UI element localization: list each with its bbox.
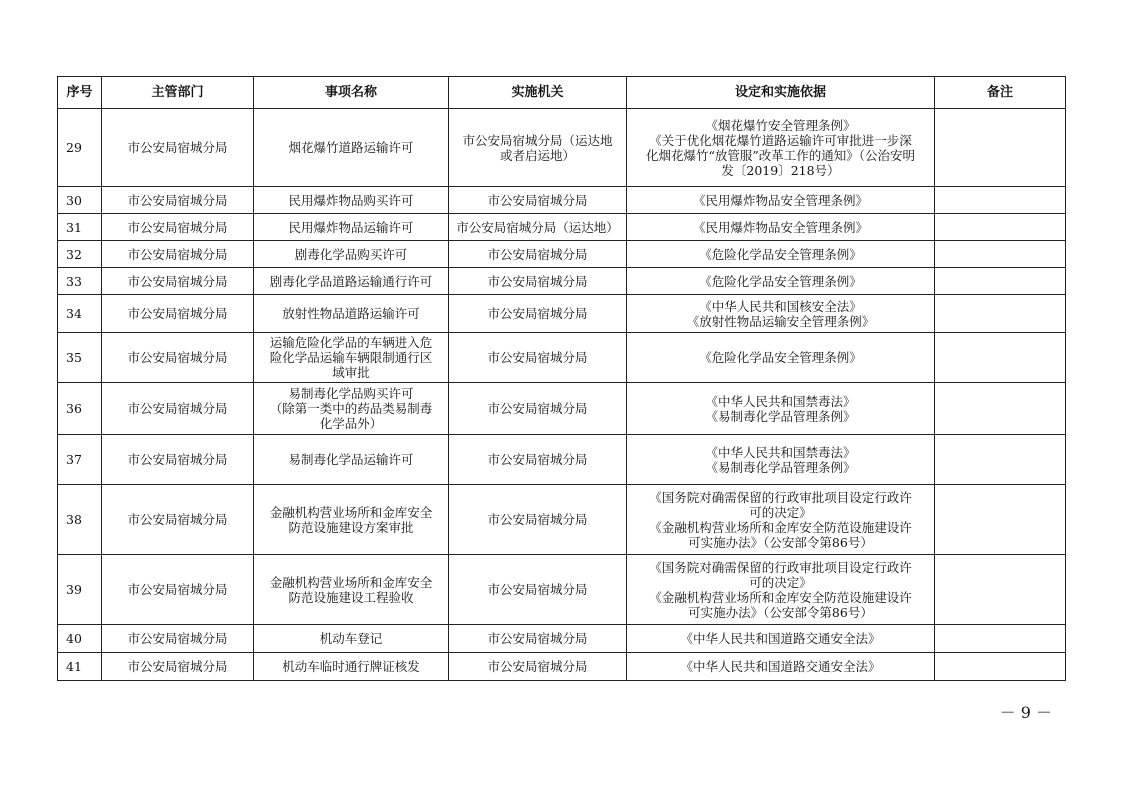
- cell-item-line: 机动车登记: [319, 631, 383, 646]
- cell-item: [254, 555, 449, 625]
- cell-item: [254, 268, 449, 295]
- cell-basis: [627, 333, 935, 383]
- cell-note: [935, 625, 1066, 653]
- cell-item-line: 民用爆炸物品运输许可: [288, 219, 414, 235]
- cell-note: [935, 109, 1066, 187]
- cell-agency: [449, 625, 627, 653]
- table-row: [58, 625, 1066, 653]
- cell-basis-line: 《危险化学品安全管理条例》: [699, 350, 862, 365]
- cell-no: 33: [58, 268, 102, 295]
- cell-basis-line: 《中华人民共和国禁毒法》: [705, 393, 856, 409]
- cell-basis-line: 《易制毒化学品管理条例》: [705, 408, 856, 424]
- cell-no: 38: [58, 485, 102, 555]
- cell-item-line: 剧毒化学品道路运输通行许可: [269, 273, 433, 289]
- cell-no: 39: [58, 555, 102, 625]
- cell-agency-line: 市公安局宿城分局: [487, 401, 588, 416]
- cell-item-line: 运输危险化学品的车辆进入危: [269, 335, 433, 350]
- cell-item: [254, 485, 449, 555]
- cell-note: [935, 383, 1066, 435]
- cell-basis-line: 《烟花爆竹安全管理条例》: [705, 117, 856, 133]
- cell-item-line: 剧毒化学品购买许可: [294, 246, 408, 262]
- cell-agency: [449, 333, 627, 383]
- cell-agency: [449, 435, 627, 485]
- cell-item-line: 金融机构营业场所和金库安全: [269, 574, 433, 590]
- cell-item: [254, 109, 449, 187]
- cell-agency: [449, 268, 627, 295]
- cell-basis-line: 《国务院对确需保留的行政审批项目设定行政许: [649, 489, 912, 505]
- cell-dept: 市公安局宿城分局: [102, 214, 254, 241]
- cell-agency: [449, 109, 627, 187]
- permit-table: [57, 76, 1066, 681]
- cell-dept: 市公安局宿城分局: [102, 241, 254, 268]
- cell-basis-line: 《金融机构营业场所和金库安全防范设施建设许: [649, 589, 912, 605]
- header-note: 备注: [935, 77, 1066, 109]
- cell-agency: [449, 555, 627, 625]
- cell-basis-line: 《中华人民共和国道路交通安全法》: [680, 659, 881, 674]
- table-row: [58, 187, 1066, 214]
- cell-agency: [449, 187, 627, 214]
- cell-item-line: 烟花爆竹道路运输许可: [288, 140, 414, 155]
- cell-note: [935, 268, 1066, 295]
- cell-no: 29: [58, 109, 102, 187]
- cell-agency-line: 市公安局宿城分局: [487, 659, 588, 674]
- cell-agency-line: 市公安局宿城分局: [487, 631, 588, 646]
- cell-no: 31: [58, 214, 102, 241]
- cell-basis: [627, 295, 935, 333]
- cell-no: 30: [58, 187, 102, 214]
- cell-basis-line: 《中华人民共和国道路交通安全法》: [680, 631, 881, 646]
- cell-dept: 市公安局宿城分局: [102, 268, 254, 295]
- cell-dept: 市公安局宿城分局: [102, 435, 254, 485]
- cell-item: [254, 333, 449, 383]
- cell-basis: [627, 653, 935, 681]
- cell-basis-line: 《民用爆炸物品安全管理条例》: [692, 192, 868, 208]
- cell-note: [935, 187, 1066, 214]
- cell-basis-line: 《放射性物品运输安全管理条例》: [686, 313, 875, 329]
- cell-note: [935, 485, 1066, 555]
- cell-item: [254, 187, 449, 214]
- cell-agency: [449, 214, 627, 241]
- cell-dept: 市公安局宿城分局: [102, 383, 254, 435]
- cell-basis-line: 化烟花爆竹“放管服”改革工作的通知》（公治安明: [645, 147, 916, 163]
- cell-basis: [627, 485, 935, 555]
- cell-note: [935, 653, 1066, 681]
- cell-item-line: （除第一类中的药品类易制毒: [269, 401, 433, 416]
- cell-agency-line: 市公安局宿城分局: [487, 273, 588, 289]
- cell-agency-line: 市公安局宿城分局: [487, 246, 588, 262]
- cell-item: [254, 295, 449, 333]
- cell-dept: 市公安局宿城分局: [102, 555, 254, 625]
- cell-basis: [627, 625, 935, 653]
- cell-basis-line: 发〔2019〕218号）: [721, 162, 840, 178]
- cell-agency: [449, 383, 627, 435]
- cell-item-line: 放射性物品道路运输许可: [282, 306, 420, 321]
- cell-dept: 市公安局宿城分局: [102, 625, 254, 653]
- table-row: [58, 435, 1066, 485]
- cell-basis-line: 《关于优化烟花爆竹道路运输许可审批进一步深: [649, 132, 912, 148]
- cell-basis: [627, 109, 935, 187]
- cell-item: [254, 214, 449, 241]
- cell-item: [254, 383, 449, 435]
- cell-item-line: 化学品外）: [319, 416, 383, 431]
- cell-dept: 市公安局宿城分局: [102, 333, 254, 383]
- cell-no: 41: [58, 653, 102, 681]
- cell-item-line: 机动车临时通行牌证核发: [282, 659, 420, 674]
- cell-dept: 市公安局宿城分局: [102, 653, 254, 681]
- cell-item: [254, 241, 449, 268]
- table-row: [58, 653, 1066, 681]
- cell-basis-line: 可的决定》: [749, 574, 812, 590]
- cell-note: [935, 241, 1066, 268]
- page-number: － 9 －: [999, 703, 1052, 722]
- cell-agency-line: 市公安局宿城分局: [487, 350, 588, 365]
- table-row: [58, 214, 1066, 241]
- cell-item: [254, 435, 449, 485]
- cell-basis-line: 可实施办法》（公安部令第86号）: [688, 534, 873, 550]
- cell-note: [935, 333, 1066, 383]
- cell-basis-line: 可实施办法》（公安部令第86号）: [688, 604, 873, 620]
- cell-agency-line: 市公安局宿城分局（运达地）: [456, 219, 619, 235]
- cell-basis: [627, 555, 935, 625]
- cell-agency: [449, 295, 627, 333]
- cell-item-line: 金融机构营业场所和金库安全: [269, 504, 433, 520]
- cell-basis: [627, 187, 935, 214]
- cell-agency-line: 市公安局宿城分局: [487, 306, 588, 321]
- table-row: [58, 333, 1066, 383]
- table-row: [58, 485, 1066, 555]
- cell-note: [935, 435, 1066, 485]
- table-body: [58, 109, 1066, 681]
- table-row: [58, 383, 1066, 435]
- cell-dept: 市公安局宿城分局: [102, 485, 254, 555]
- header-agency: 实施机关: [449, 77, 627, 109]
- cell-item-line: 易制毒化学品购买许可: [288, 386, 414, 401]
- cell-note: [935, 214, 1066, 241]
- cell-agency-line: 市公安局宿城分局: [487, 512, 588, 527]
- header-no: 序号: [58, 77, 102, 109]
- cell-basis: [627, 268, 935, 295]
- cell-basis-line: 《危险化学品安全管理条例》: [699, 273, 862, 289]
- cell-no: 36: [58, 383, 102, 435]
- cell-basis-line: 《易制毒化学品管理条例》: [705, 459, 856, 475]
- table-row: [58, 555, 1066, 625]
- table-row: [58, 268, 1066, 295]
- cell-agency-line: 市公安局宿城分局: [487, 452, 588, 467]
- cell-no: 34: [58, 295, 102, 333]
- cell-agency-line: 市公安局宿城分局: [487, 582, 588, 597]
- cell-basis-line: 《中华人民共和国禁毒法》: [705, 444, 856, 460]
- cell-basis-line: 《中华人民共和国核安全法》: [699, 298, 862, 314]
- cell-item: [254, 625, 449, 653]
- cell-basis-line: 可的决定》: [749, 504, 812, 520]
- cell-agency: [449, 241, 627, 268]
- cell-no: 40: [58, 625, 102, 653]
- cell-note: [935, 295, 1066, 333]
- cell-no: 35: [58, 333, 102, 383]
- cell-no: 37: [58, 435, 102, 485]
- cell-agency-line: 或者启运地）: [499, 147, 575, 163]
- header-dept: 主管部门: [102, 77, 254, 109]
- table-row: [58, 241, 1066, 268]
- cell-basis: [627, 383, 935, 435]
- cell-item-line: 防范设施建设方案审批: [288, 519, 414, 535]
- cell-dept: 市公安局宿城分局: [102, 109, 254, 187]
- cell-basis-line: 《危险化学品安全管理条例》: [699, 246, 862, 262]
- cell-dept: 市公安局宿城分局: [102, 187, 254, 214]
- cell-agency-line: 市公安局宿城分局: [487, 192, 588, 208]
- cell-dept: 市公安局宿城分局: [102, 295, 254, 333]
- cell-basis-line: 《民用爆炸物品安全管理条例》: [692, 219, 868, 235]
- table-header-row: [58, 77, 1066, 109]
- cell-item-line: 易制毒化学品运输许可: [288, 452, 414, 467]
- table-row: [58, 295, 1066, 333]
- table-row: [58, 109, 1066, 187]
- cell-note: [935, 555, 1066, 625]
- cell-basis: [627, 214, 935, 241]
- header-basis: 设定和实施依据: [627, 77, 935, 109]
- cell-item: [254, 653, 449, 681]
- cell-item-line: 防范设施建设工程验收: [288, 589, 414, 605]
- cell-basis-line: 《金融机构营业场所和金库安全防范设施建设许: [649, 519, 912, 535]
- cell-no: 32: [58, 241, 102, 268]
- cell-agency-line: 市公安局宿城分局（运达地: [462, 132, 613, 148]
- cell-item-line: 域审批: [332, 365, 370, 380]
- header-item: 事项名称: [254, 77, 449, 109]
- cell-item-line: 民用爆炸物品购买许可: [288, 192, 414, 208]
- cell-agency: [449, 653, 627, 681]
- cell-item-line: 险化学品运输车辆限制通行区: [269, 350, 433, 365]
- cell-agency: [449, 485, 627, 555]
- cell-basis: [627, 241, 935, 268]
- cell-basis-line: 《国务院对确需保留的行政审批项目设定行政许: [649, 559, 912, 575]
- cell-basis: [627, 435, 935, 485]
